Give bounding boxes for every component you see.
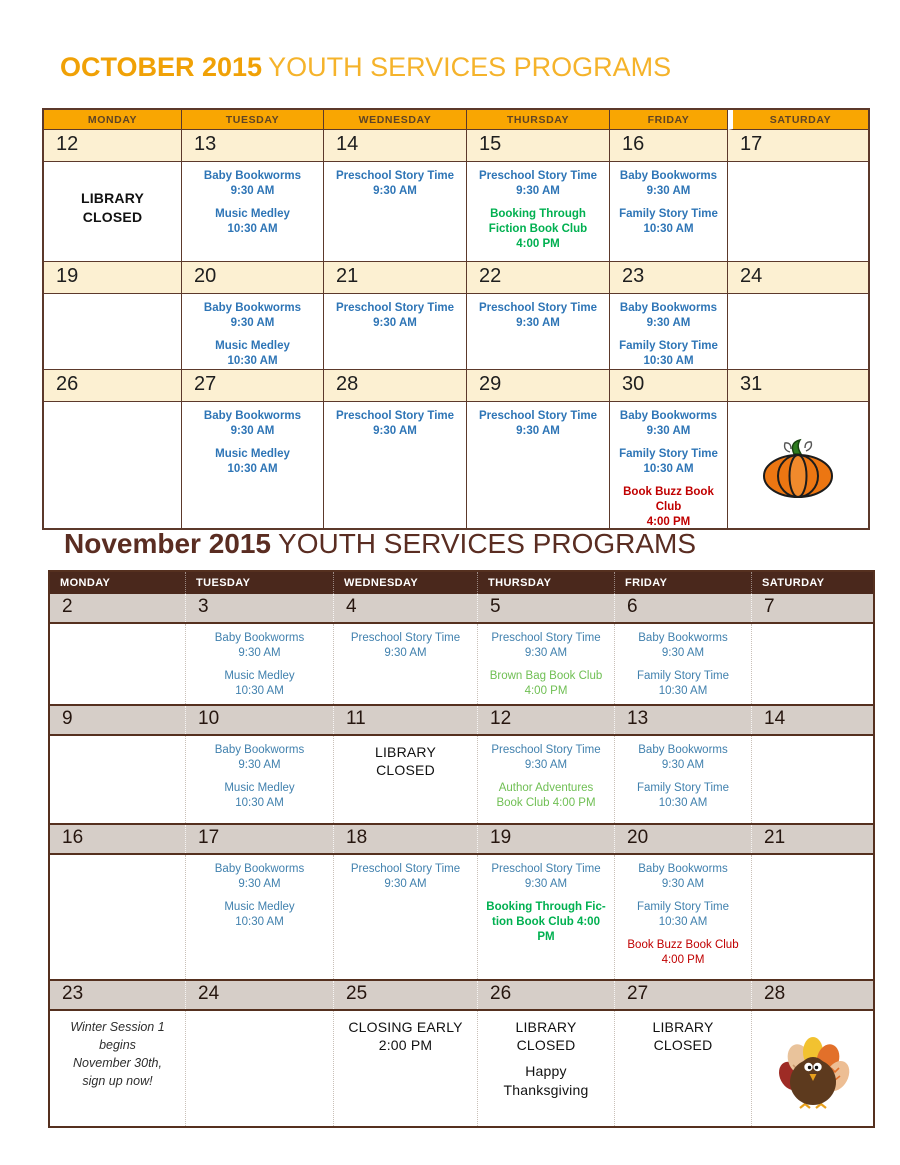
date-cell-23: 23 [50,981,186,1009]
events-row [44,162,868,262]
date-cell-26: 26 [44,370,182,402]
calendar-cell [478,736,615,823]
event-blue: Family Story Time 10:30 AM [619,447,718,475]
calendar-cell [728,402,868,528]
date-cell-13: 13 [182,130,324,162]
event-blue: Family Story Time 10:30 AM [619,207,718,235]
event-red: Book Buzz Book Club 4:00 PM [623,485,714,528]
event-blue: Baby Bookworms 9:30 AM [203,170,302,197]
calendar-cell [478,855,615,979]
november-title-month: November 2015 [64,528,272,559]
calendar-cell [752,1011,873,1126]
event-closed: Happy Thanksgiving [503,1063,589,1098]
event-red: Book Buzz Book Club 4:00 PM [627,938,739,966]
date-cell-2: 2 [50,594,186,622]
event-blue: Baby Bookworms 9:30 AM [619,410,718,437]
calendar-cell [728,294,868,370]
calendar-cell [182,402,324,528]
calendar-cell [334,1011,478,1126]
events-row [44,294,868,370]
date-cell-17: 17 [186,825,334,853]
event-closed: LIBRARY CLOSED [80,190,145,225]
day-header-tuesday: TUESDAY [182,110,324,130]
date-cell-11: 11 [334,706,478,734]
date-cell-28: 28 [324,370,467,402]
calendar-cell [324,294,467,370]
date-cell-21: 21 [752,825,873,853]
calendar-cell [186,1011,334,1126]
event-blue: Preschool Story Time 9:30 AM [335,170,455,197]
day-header-thursday: THURSDAY [467,110,610,130]
day-header-friday: FRIDAY [615,572,752,594]
october-title-month: OCTOBER 2015 [60,52,263,82]
calendar-cell [615,736,752,823]
date-cell-19: 19 [44,262,182,294]
november-calendar [48,570,875,1128]
calendar-cell [324,162,467,262]
event-green: Booking Through Fic- tion Book Club 4:00 PM [486,900,606,943]
events-row [44,402,868,528]
event-blue: Preschool Story Time 9:30 AM [491,863,601,890]
date-cell-14: 14 [324,130,467,162]
calendar-cell [324,402,467,528]
date-row [50,979,873,1011]
event-blue: Preschool Story Time 9:30 AM [350,863,461,890]
date-cell-10: 10 [186,706,334,734]
day-header-monday: MONDAY [50,572,186,594]
calendar-cell [44,402,182,528]
event-blue: Baby Bookworms 9:30 AM [203,410,302,437]
calendar-cell [334,855,478,979]
event-blue: Preschool Story Time 9:30 AM [335,410,455,437]
calendar-cell [50,624,186,704]
calendar-cell [182,162,324,262]
event-green-light: Author Adventures Book Club 4:00 PM [496,781,596,809]
date-row [50,704,873,736]
day-header-thursday: THURSDAY [478,572,615,594]
date-cell-24: 24 [186,981,334,1009]
event-blue: Preschool Story Time 9:30 AM [478,170,598,197]
day-header-monday: MONDAY [44,110,182,130]
calendar-cell [615,1011,752,1126]
november-title-rest: YOUTH SERVICES PROGRAMS [278,528,697,559]
calendar-cell [186,624,334,704]
events-row [50,736,873,823]
calendar-cell [752,624,873,704]
calendar-cell [610,402,728,528]
event-blue: Music Medley 10:30 AM [215,339,290,367]
calendar-cell [50,736,186,823]
calendar-cell [610,294,728,370]
october-calendar [42,108,870,530]
date-cell-6: 6 [615,594,752,622]
event-blue: Baby Bookworms 9:30 AM [638,863,728,890]
event-closed: CLOSING EARLY 2:00 PM [348,1019,463,1054]
calendar-cell [467,402,610,528]
november-title [64,528,696,560]
event-blue: Preschool Story Time 9:30 AM [350,632,461,659]
date-cell-20: 20 [182,262,324,294]
event-green-light: Brown Bag Book Club 4:00 PM [489,669,603,697]
calendar-cell [728,162,868,262]
date-cell-3: 3 [186,594,334,622]
event-blue: Baby Bookworms 9:30 AM [619,170,718,197]
calendar-cell [44,294,182,370]
calendar-cell [478,624,615,704]
date-cell-16: 16 [50,825,186,853]
date-cell-26: 26 [478,981,615,1009]
date-cell-21: 21 [324,262,467,294]
event-blue: Preschool Story Time 9:30 AM [491,744,601,771]
event-closed: LIBRARY CLOSED [515,1019,577,1054]
event-note: Winter Session 1 begins November 30th, sign up now! [70,1020,165,1089]
event-blue: Preschool Story Time 9:30 AM [491,632,601,659]
event-blue: Family Story Time 10:30 AM [636,900,729,928]
date-cell-15: 15 [467,130,610,162]
date-cell-18: 18 [334,825,478,853]
calendar-cell [182,294,324,370]
event-blue: Baby Bookworms 9:30 AM [638,744,728,771]
events-row [50,624,873,704]
date-cell-31: 31 [728,370,868,402]
calendar-cell [186,855,334,979]
event-blue: Baby Bookworms 9:30 AM [203,302,302,329]
date-cell-29: 29 [467,370,610,402]
event-blue: Music Medley 10:30 AM [215,207,290,235]
date-cell-9: 9 [50,706,186,734]
calendar-cell [752,736,873,823]
day-header-saturday: SATURDAY [728,110,868,130]
calendar-cell [186,736,334,823]
calendar-cell [615,855,752,979]
day-header-wednesday: WEDNESDAY [324,110,467,130]
event-blue: Baby Bookworms 9:30 AM [214,863,305,890]
pumpkin-icon [760,409,836,528]
date-cell-27: 27 [615,981,752,1009]
event-blue: Preschool Story Time 9:30 AM [478,302,598,329]
calendar-cell [752,855,873,979]
events-row [50,1011,873,1126]
event-closed: LIBRARY CLOSED [374,744,437,779]
date-row [44,370,868,402]
calendar-cell [44,162,182,262]
calendar-cell [467,294,610,370]
date-cell-19: 19 [478,825,615,853]
calendar-cell [610,162,728,262]
event-blue: Baby Bookworms 9:30 AM [619,302,718,329]
date-cell-16: 16 [610,130,728,162]
calendar-cell [50,1011,186,1126]
event-blue: Preschool Story Time 9:30 AM [335,302,455,329]
date-cell-17: 17 [728,130,868,162]
calendar-cell [334,624,478,704]
date-cell-4: 4 [334,594,478,622]
calendar-cell [334,736,478,823]
date-cell-24: 24 [728,262,868,294]
events-row [50,855,873,979]
day-header-tuesday: TUESDAY [186,572,334,594]
event-blue: Baby Bookworms 9:30 AM [214,744,305,771]
event-blue: Baby Bookworms 9:30 AM [214,632,305,659]
day-header-friday: FRIDAY [610,110,728,130]
calendar-cell [478,1011,615,1126]
date-cell-27: 27 [182,370,324,402]
date-row [50,594,873,624]
date-cell-14: 14 [752,706,873,734]
date-row [50,823,873,855]
event-green: Booking Through Fiction Book Club 4:00 PM [488,207,588,250]
event-blue: Family Story Time 10:30 AM [636,669,729,697]
date-cell-22: 22 [467,262,610,294]
day-header-row [44,110,868,130]
day-header-wednesday: WEDNESDAY [334,572,478,594]
date-cell-23: 23 [610,262,728,294]
event-blue: Music Medley 10:30 AM [224,781,295,809]
date-cell-12: 12 [478,706,615,734]
calendar-cell [50,855,186,979]
date-cell-13: 13 [615,706,752,734]
date-cell-30: 30 [610,370,728,402]
date-cell-20: 20 [615,825,752,853]
october-title-rest: YOUTH SERVICES PROGRAMS [268,52,672,82]
event-closed: LIBRARY CLOSED [652,1019,714,1054]
event-blue: Music Medley 10:30 AM [224,900,295,928]
turkey-icon [769,1018,857,1126]
calendar-cell [615,624,752,704]
date-cell-28: 28 [752,981,873,1009]
event-blue: Family Story Time 10:30 AM [619,339,718,367]
day-header-row [50,572,873,594]
date-cell-5: 5 [478,594,615,622]
date-cell-25: 25 [334,981,478,1009]
october-title [60,52,671,83]
event-blue: Music Medley 10:30 AM [224,669,295,697]
date-cell-7: 7 [752,594,873,622]
event-blue: Music Medley 10:30 AM [215,447,290,475]
date-row [44,262,868,294]
date-cell-12: 12 [44,130,182,162]
event-blue: Baby Bookworms 9:30 AM [638,632,728,659]
event-blue: Preschool Story Time 9:30 AM [478,410,598,437]
event-blue: Family Story Time 10:30 AM [636,781,729,809]
day-header-saturday: SATURDAY [752,572,873,594]
calendar-cell [467,162,610,262]
date-row [44,130,868,162]
